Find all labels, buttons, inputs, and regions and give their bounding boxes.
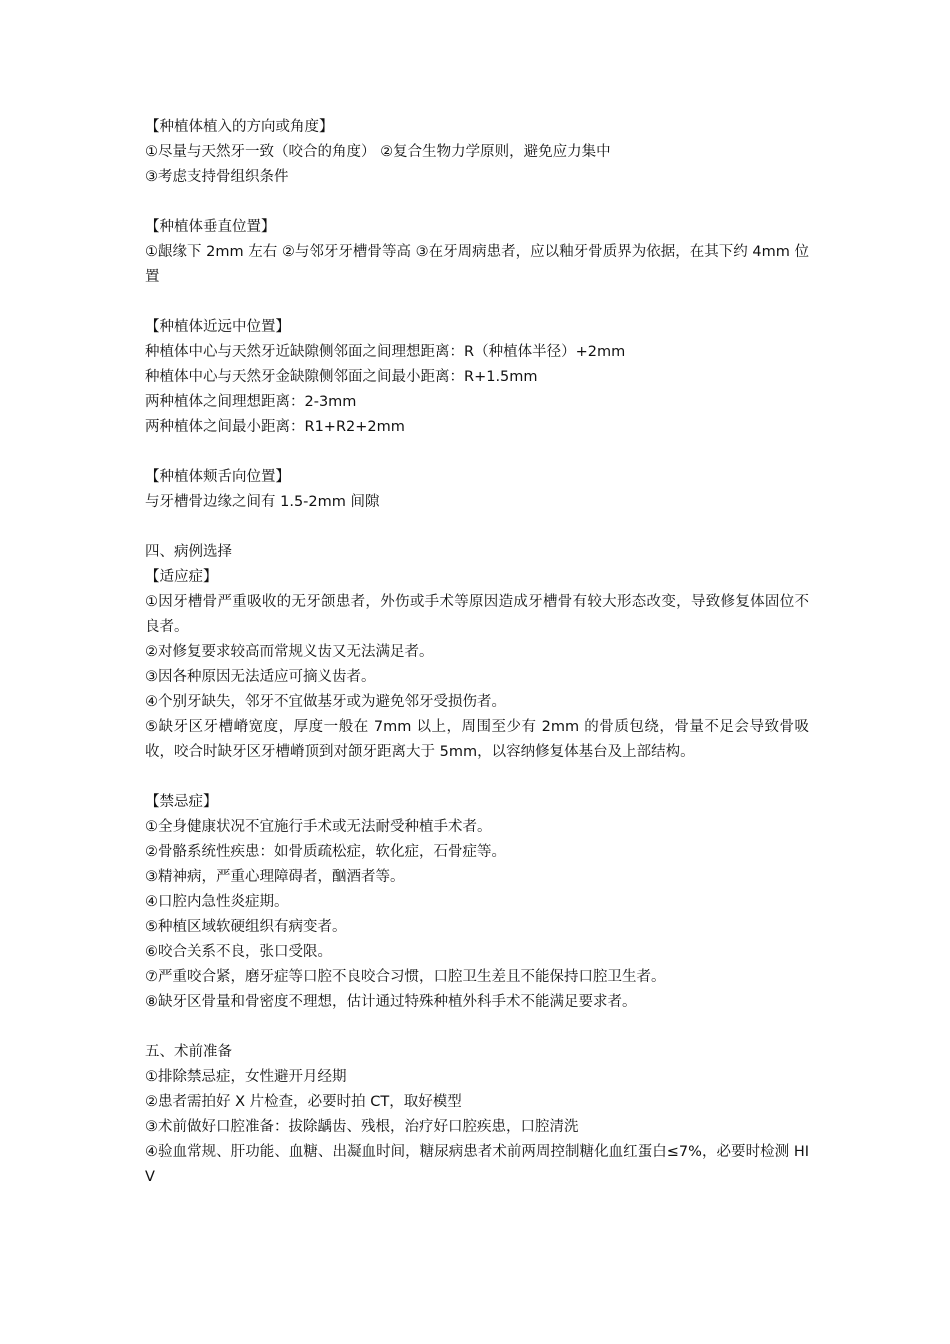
contraindications-heading: 【禁忌症】 [145, 794, 218, 810]
indications-heading: 【适应症】 [145, 569, 218, 585]
indication-item-2: ②对修复要求较高而常规义齿又无法满足者。 [145, 644, 434, 660]
document-body [145, 115, 809, 1190]
preop-title: 五、术前准备 [145, 1044, 232, 1060]
spacer [145, 290, 809, 315]
vertical-paragraph: ①龈缘下 2mm 左右 ②与邻牙牙槽骨等高 ③在牙周病患者，应以釉牙骨质界为依据，在其下约 4mm 位置 [145, 244, 809, 285]
mesiodistal-heading: 【种植体近远中位置】 [145, 319, 290, 335]
spacer [145, 190, 809, 215]
mesiodistal-line-4: 两种植体之间最小距离：R1+R2+2mm [145, 419, 405, 435]
contraindication-item-7: ⑦严重咬合紧，磨牙症等口腔不良咬合习惯，口腔卫生差且不能保持口腔卫生者。 [145, 969, 666, 985]
contraindication-item-3: ③精神病，严重心理障碍者，酗酒者等。 [145, 869, 405, 885]
spacer [145, 1015, 809, 1040]
vertical-heading: 【种植体垂直位置】 [145, 219, 276, 235]
angle-heading: 【种植体植入的方向或角度】 [145, 119, 334, 135]
contraindication-item-1: ①全身健康状况不宜施行手术或无法耐受种植手术者。 [145, 819, 492, 835]
mesiodistal-line-1: 种植体中心与天然牙近缺隙侧邻面之间理想距离：R（种植体半径）+2mm [145, 344, 626, 360]
mesiodistal-line-2: 种植体中心与天然牙金缺隙侧邻面之间最小距离：R+1.5mm [145, 369, 538, 385]
mesiodistal-line-3: 两种植体之间理想距离：2-3mm [145, 394, 357, 410]
buccolingual-line-1: 与牙槽骨边缘之间有 1.5-2mm 间隙 [145, 494, 380, 510]
contraindication-item-6: ⑥咬合关系不良，张口受限。 [145, 944, 332, 960]
spacer [145, 515, 809, 540]
preop-item-2: ②患者需拍好 X 片检查，必要时拍 CT，取好模型 [145, 1094, 462, 1110]
contraindication-item-4: ④口腔内急性炎症期。 [145, 894, 289, 910]
indication-item-4: ④个别牙缺失，邻牙不宜做基牙或为避免邻牙受损伤者。 [145, 694, 506, 710]
case-selection-title: 四、病例选择 [145, 544, 232, 560]
angle-line-1: ①尽量与天然牙一致（咬合的角度） ②复合生物力学原则，避免应力集中 [145, 144, 611, 160]
indication-item-5: ⑤缺牙区牙槽嵴宽度，厚度一般在 7mm 以上，周围至少有 2mm 的骨质包绕，骨量不足会导致骨吸收，咬合时缺牙区牙槽嵴顶到对颌牙距离大于 5mm，以容纳修复体基台及上部结构。 [145, 719, 809, 760]
contraindication-item-8: ⑧缺牙区骨量和骨密度不理想，估计通过特殊种植外科手术不能满足要求者。 [145, 994, 637, 1010]
indication-item-3: ③因各种原因无法适应可摘义齿者。 [145, 669, 376, 685]
spacer [145, 765, 809, 790]
contraindication-item-5: ⑤种植区域软硬组织有病变者。 [145, 919, 347, 935]
preop-item-1: ①排除禁忌症，女性避开月经期 [145, 1069, 347, 1085]
buccolingual-heading: 【种植体颊舌向位置】 [145, 469, 290, 485]
indication-item-1: ①因牙槽骨严重吸收的无牙颌患者，外伤或手术等原因造成牙槽骨有较大形态改变，导致修复体固位不良者。 [145, 594, 809, 635]
contraindication-item-2: ②骨骼系统性疾患：如骨质疏松症，软化症，石骨症等。 [145, 844, 506, 860]
preop-item-4: ④验血常规、肝功能、血糖、出凝血时间，糖尿病患者术前两周控制糖化血红蛋白≤7%，必要时检测 HIV [145, 1144, 809, 1185]
preop-item-3: ③术前做好口腔准备：拔除龋齿、残根，治疗好口腔疾患，口腔清洗 [145, 1119, 579, 1135]
spacer [145, 440, 809, 465]
angle-line-2: ③考虑支持骨组织条件 [145, 169, 289, 185]
